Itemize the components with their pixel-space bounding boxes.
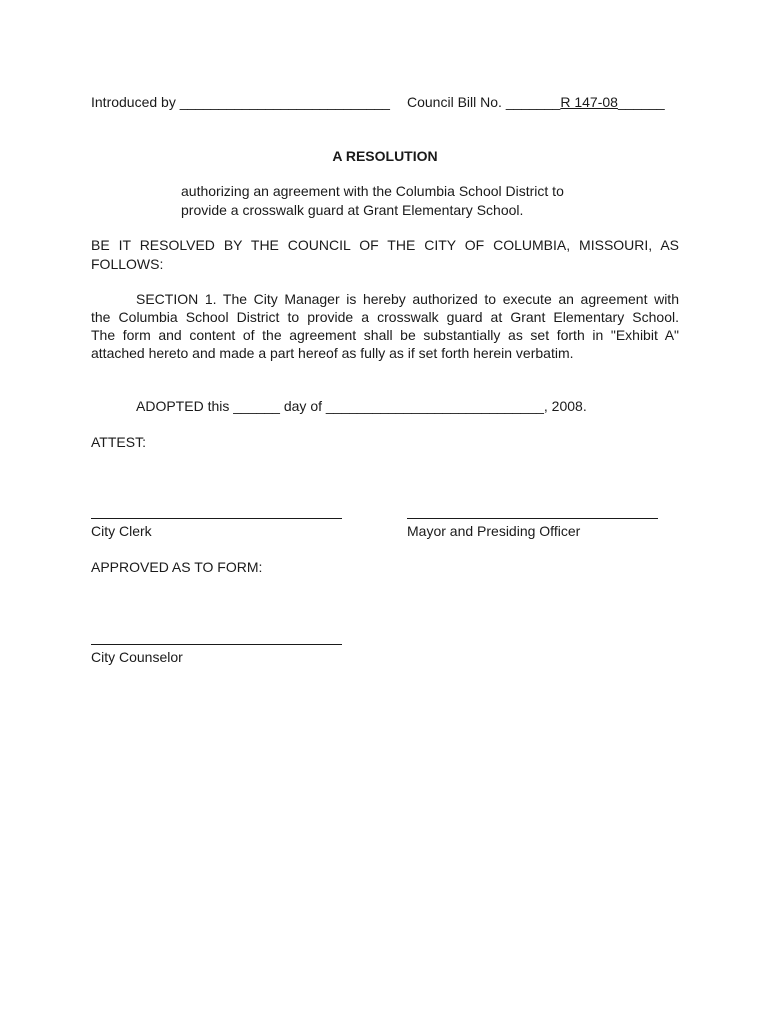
section1-line-1: SECTION 1. The City Manager is hereby authorized to execute an agreement with	[136, 291, 679, 307]
adopted-day-blank: ______	[233, 398, 280, 414]
council-bill-number: R 147-08	[560, 94, 618, 110]
city-counselor-signature-line	[91, 644, 342, 645]
adopted-day-of: day of	[283, 398, 322, 414]
city-counselor-label: City Counselor	[91, 649, 183, 665]
subtitle-line-2: provide a crosswalk guard at Grant Elementary School.	[181, 202, 524, 218]
adopted-prefix: ADOPTED this	[136, 398, 230, 414]
council-bill-label: Council Bill No.	[407, 94, 502, 110]
adopted-year: , 2008.	[543, 398, 587, 414]
attest-label: ATTEST:	[91, 434, 146, 450]
section1-line-3: The form and content of the agreement shall be substantially as set forth in "Exhibit A"	[91, 327, 679, 343]
mayor-label: Mayor and Presiding Officer	[407, 523, 581, 539]
adopted-month-blank: ____________________________	[325, 398, 544, 414]
approved-as-to-form-label: APPROVED AS TO FORM:	[91, 559, 263, 575]
preamble-line-2: FOLLOWS:	[91, 256, 164, 272]
resolution-title: A RESOLUTION	[332, 148, 438, 164]
mayor-signature-line	[407, 518, 658, 519]
introduced-by-line	[91, 94, 390, 111]
section1-line-4: attached hereto and made a part hereof as fully as if set forth herein verbatim.	[91, 345, 574, 361]
city-clerk-label: City Clerk	[91, 523, 152, 539]
council-bill-blank-right: ______	[617, 94, 665, 110]
council-bill-line	[407, 94, 665, 111]
introduced-by-label: Introduced by	[91, 94, 176, 110]
subtitle-line-1: authorizing an agreement with the Columbia School District to	[181, 183, 564, 199]
council-bill-blank-left: _______	[505, 94, 561, 110]
section1-line-2: the Columbia School District to provide a crosswalk guard at Grant Elementary School.	[91, 309, 679, 325]
city-clerk-signature-line	[91, 518, 342, 519]
adopted-line	[136, 398, 587, 415]
preamble-line-1: BE IT RESOLVED BY THE COUNCIL OF THE CITY OF COLUMBIA, MISSOURI, AS	[91, 237, 679, 253]
introduced-by-blank: ___________________________	[179, 94, 390, 110]
